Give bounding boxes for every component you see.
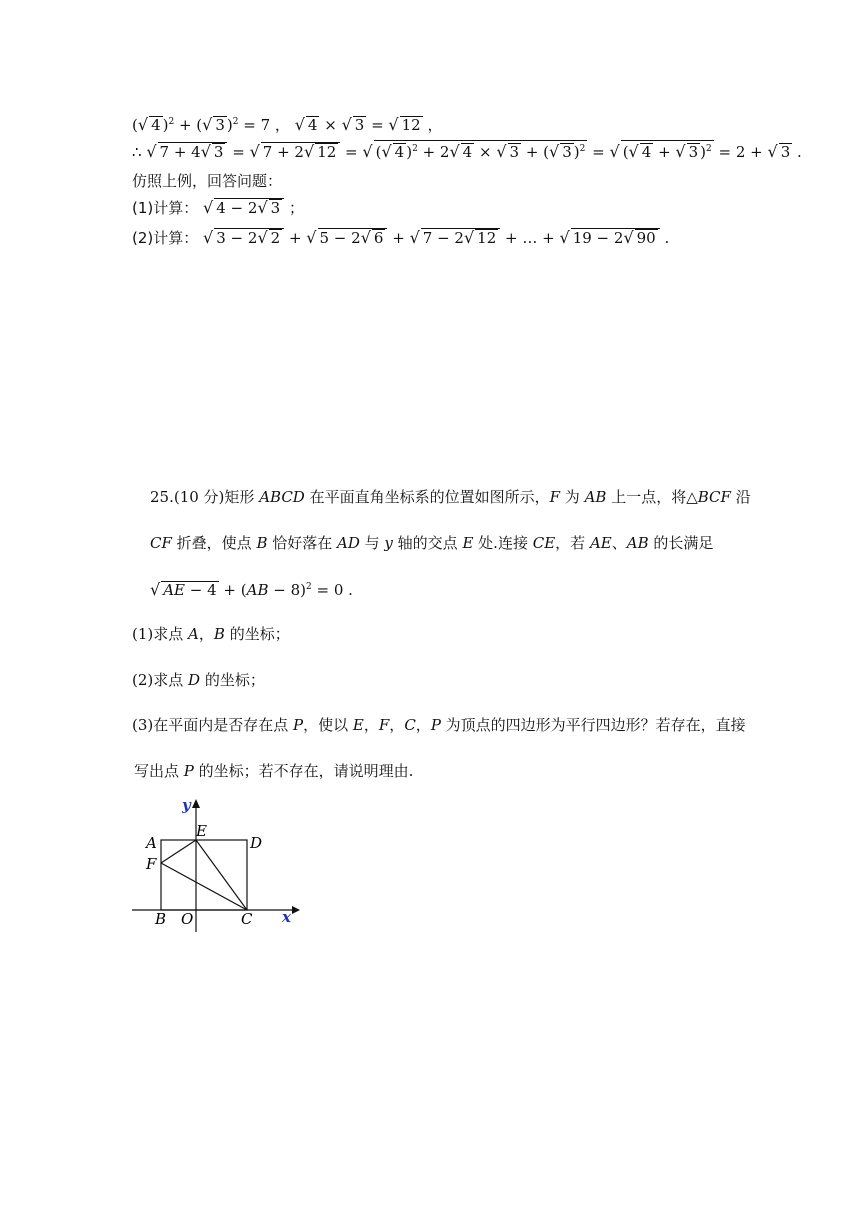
y-axis-arrow [192,799,200,808]
problem-25-header: 25.(10 分)矩形 ABCD 在平面直角坐标系的位置如图所示，F 为 AB 上一点，将△BCF 沿 [150,488,751,506]
label-a: A [146,834,157,852]
label-c: C [241,910,253,928]
problem-25-q2: (2)求点 D 的坐标； [132,671,265,689]
example-line1: (√ 4 )$^2$ + (√ 3 )$^2$ = 7 ， √ 4 × √ 3 = √ 12 ， [132,115,443,134]
x-axis-arrow [292,906,300,914]
y-axis-label: y [182,796,191,814]
label-d: D [250,834,263,852]
segment-ef [161,840,196,863]
segment-ec [196,840,247,910]
example-question-1: (1)计算： √ 4 − 2√ 3 ； [132,198,304,217]
q1-label: (1)计算： [132,199,199,217]
label-e: E [196,822,207,840]
problem-25-q1: (1)求点 A，B 的坐标； [132,625,290,643]
problem-25-condition: √ AE − 4 + (AB − 8)$^2$ = 0 . [150,580,353,599]
label-f: F [146,855,157,873]
problem-25-q3-line1: (3)在平面内是否存在点 P，使以 E，F，C，P 为顶点的四边形为平行四边形？若存在，直接 [132,716,746,734]
example-line2: ∴ √ 7 + 4√ 3 = √ 7 + 2√ 12 = √ (√ 4 )$^2$ + 2√ 4 × √ 3 + (√ 3 )$^2$ = √ (√ 4 + √ 3 )$^2$ = 2 + √ 3 . [132,142,802,161]
label-b: B [155,910,167,928]
coordinate-figure [128,796,308,946]
problem-25-line2: CF 折叠，使点 B 恰好落在 AD 与 y 轴的交点 E 处.连接 CE，若 AE、AB 的长满足 [150,534,714,552]
x-axis-label: x [282,908,291,926]
q2-label: (2)计算： [132,229,199,247]
example-instruction: 仿照上例，回答问题： [132,172,283,190]
label-o: O [181,910,194,928]
example-question-2: (2)计算： √ 3 − 2√ 2 + √ 5 − 2√ 6 + √ 7 − 2√ 12 + … + √ 19 − 2√ 90 . [132,228,670,247]
segment-fc [161,863,247,910]
problem-25-q3-line2: 写出点 P 的坐标；若不存在，请说明理由. [134,762,414,780]
